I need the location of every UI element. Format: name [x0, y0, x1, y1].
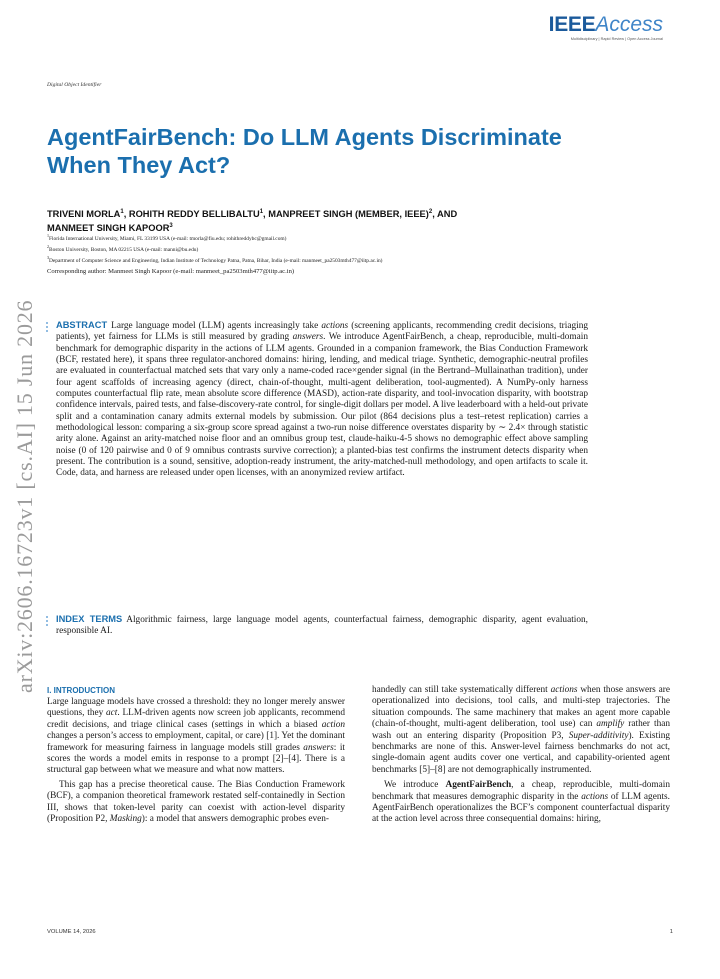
body-column-left: [47, 697, 345, 825]
author-1: TRIVENI MORLA: [47, 209, 121, 220]
affiliation: $^3$Department of Computer Science and Engineering, Indian Institute of Technology Patna, Patna, Bihar, India (e-mail: manmeet_pa2503mth477@iitp.ac.in): [47, 255, 383, 265]
logo-ieee: IEEE: [548, 13, 596, 36]
footer-volume: VOLUME 14, 2026: [47, 929, 96, 935]
author-4: MANMEET SINGH KAPOOR: [47, 222, 170, 233]
index-terms-heading: INDEX TERMS: [56, 614, 123, 624]
affiliation: $^2$Boston University, Boston, MA 02215 USA (e-mail: manni@bu.edu): [47, 244, 199, 253]
author-and: AND: [437, 209, 458, 220]
footer-page-number: 1: [669, 929, 673, 935]
corresponding-author: Corresponding author: Manmeet Singh Kapoor (e-mail: manmeet_pa2503mth477@iitp.ac.in): [47, 268, 295, 275]
paragraph: handedly can still take systematically different actions when those answers are operationalized into decisions, tool calls, and multi-step trajectories. The situation compounds. The same machinery that makes an agent more capable (chain-of-thought, multi-agent deliberation, tool use) can amplify rather than wash out an entering disparity (Proposition P3, Super-additivity). Existing benchmarks are none of this. Answer-level fairness benchmarks do not act, single-domain agent audits cover one vertical, and capability-oriented agent benchmarks [5]–[8] are not demographically instrumented.: [372, 685, 670, 775]
index-marker-icon: [46, 616, 48, 628]
paper-title: AgentFairBench: Do LLM Agents Discriminate When They Act?: [47, 124, 562, 178]
paragraph: This gap has a precise theoretical cause. The Bias Conduction Framework (BCF), a companion theoretical framework restated self-containedly in Section III, shows that token-level parity can coexist with action-level disparity (Proposition P2, Masking): a model that answers demographic probes even-: [47, 779, 345, 825]
paragraph: Large language models have crossed a threshold: they no longer merely answer questions, they act. LLM-driven agents now screen job applicants, recommend credit decisions, and triage clinical cases (settings in which a biased action changes a person’s access to employment, capital, or care) [1]. Yet the dominant framework for measuring fairness in language models still grades answers: it scores the words a model emits in response to a prompt [2]–[4]. There is a structural gap between what we measure and what now matters.: [47, 697, 345, 776]
index-terms: INDEX TERMS Algorithmic fairness, large language model agents, counterfactual fairness, demographic disparity, agent evaluation, responsible AI.: [56, 614, 588, 637]
abstract-heading: ABSTRACT: [56, 320, 108, 330]
author-3: MANPREET SINGH (MEMBER, IEEE): [268, 209, 429, 220]
abstract-marker-icon: [46, 322, 48, 334]
author-2: ROHITH REDDY BELLIBALTU: [128, 209, 260, 220]
section-heading-introduction: I. INTRODUCTION: [47, 686, 115, 695]
affiliations: [47, 232, 687, 266]
doi-label: Digital Object Identifier: [47, 82, 102, 88]
paragraph: We introduce AgentFairBench, a cheap, reproducible, multi-domain benchmark that measures demographic disparity in the actions of LLM agents. AgentFairBench operationalizes the BCF’s component counterfactual disparity at the action level across three consequential domains: hiring,: [372, 780, 670, 825]
affiliation: $^1$Florida International University, Miami, FL 33199 USA (e-mail: tmorla@fiu.edu; rohithreddybc@gmail.com): [47, 233, 287, 242]
abstract: ABSTRACT Large language model (LLM) agents increasingly take actions (screening applicants, recommending credit decisions, triaging patients), yet fairness for LLMs is still measured by grading answers. We introduce AgentFairBench, a cheap, reproducible, multi-domain benchmark for demographic disparity in the actions of LLM agents. Grounded in a companion framework, the Bias Conduction Framework (BCF, restated here), it spans three regulator-anchored domains: hiring, lending, and medical triage. Synthetic, demographic-neutral profiles are evaluated in counterfactual matched sets that vary only a name-coded race×gender signal (in the Bertrand–Mullainathan tradition), under four agent scaffolds of increasing agency (direct, chain-of-thought, multi-agent deliberation, tool-augmented). A NumPy-only harness computes counterfactual flip rate, mean absolute score difference (MASD), action-rate disparity, and tool-invocation disparity, with bootstrap confidence intervals, paired tests, and false-discovery-rate control, for single-digit dollars per model. A live leaderboard with a held-out private split and a contamination canary admits external models by submission. Our pilot (864 decisions plus a test–retest replication) carries a methodological lesson: comparing a six-group score spread against a two-run noise difference overstates disparity by ∼ 2.4× through statistic arity alone. Against an arity-matched noise floor and an omnibus group test, claude-haiku-4-5 shows no demographic effect above sampling noise (0 of 120 pairwise and 0 of 9 omnibus contrasts survive correction); a planted-bias test confirms the instrument detects disparity when present. The contribution is a sound, sensitive, adoption-ready instrument, the arity-matched-null methodology, and open artifacts to scale it. Code, data, and harness are released under open licenses, with an anonymized review artifact.: [56, 320, 588, 479]
arxiv-watermark: arXiv:2606.16723v1 [cs.AI] 15 Jun 2026: [12, 299, 37, 693]
author-list: TRIVENI MORLA$^1$, ROHITH REDDY BELLIBALTU$^1$, MANPREET SINGH (MEMBER, IEEE)$^2$, AND MANMEET SINGH KAPOOR$^3$: [47, 209, 458, 233]
ieee-access-logo: [549, 14, 663, 41]
body-column-right: [372, 685, 670, 826]
logo-tagline: Multidisciplinary | Rapid Review | Open Access Journal: [570, 37, 663, 41]
logo-access: Access: [595, 13, 663, 36]
